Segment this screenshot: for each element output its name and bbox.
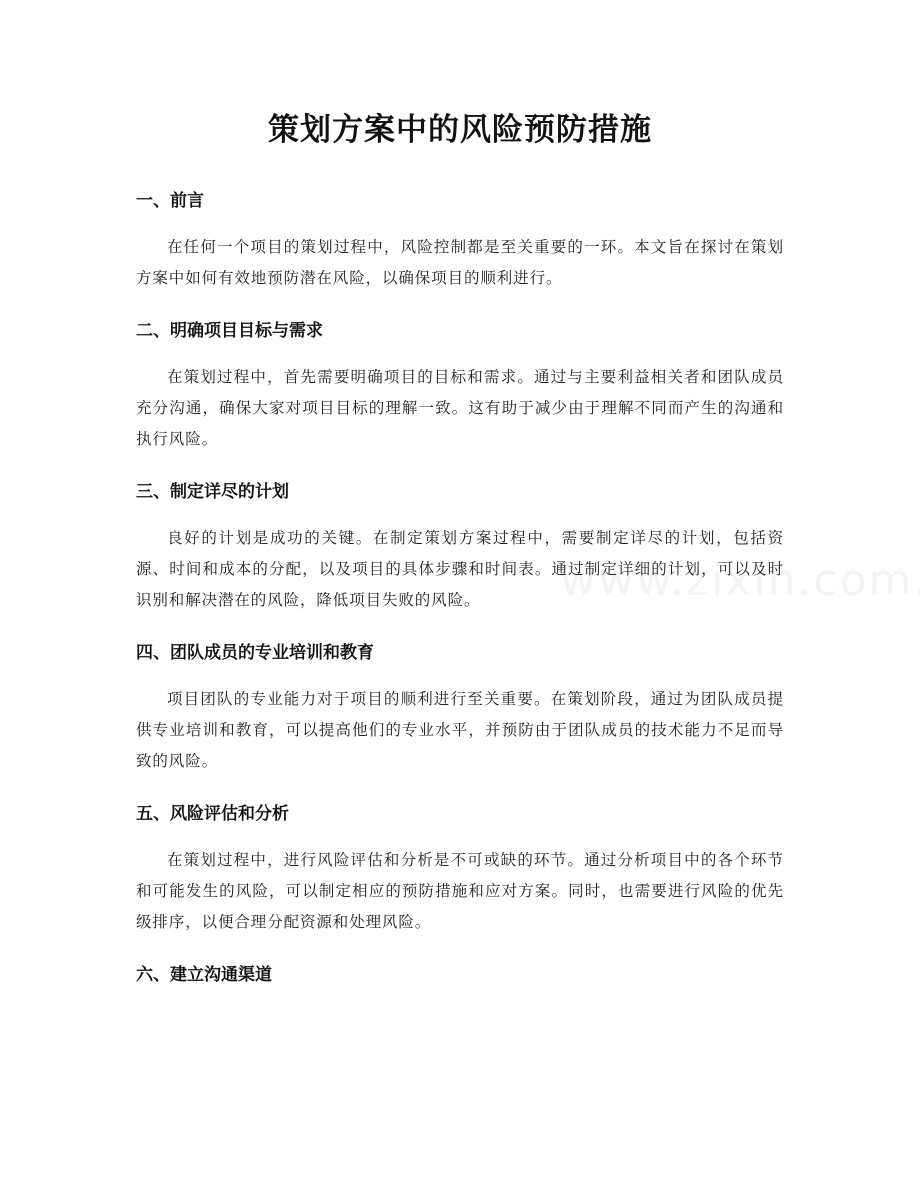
- section-goals: [136, 318, 784, 455]
- section-heading: 四、团队成员的专业培训和教育: [136, 643, 374, 663]
- section-paragraph: 在策划过程中，首先需要明确项目的目标和需求。通过与主要利益相关者和团队成员充分沟通，确保大家对项目目标的理解一致。这有助于减少由于理解不同而产生的沟通和执行风险。: [136, 368, 784, 448]
- section-heading: 三、制定详尽的计划: [136, 482, 289, 502]
- section-heading: 一、前言: [136, 191, 204, 211]
- section-heading: 六、建立沟通渠道: [136, 965, 272, 985]
- section-paragraph: 在任何一个项目的策划过程中，风险控制都是至关重要的一环。本文旨在探讨在策划方案中如何有效地预防潜在风险，以确保项目的顺利进行。: [136, 238, 784, 287]
- section-plan: [136, 479, 784, 616]
- section-preface: [136, 188, 784, 294]
- section-training: [136, 640, 784, 777]
- section-risk-assessment: [136, 801, 784, 938]
- section-paragraph: 在策划过程中，进行风险评估和分析是不可或缺的环节。通过分析项目中的各个环节和可能发生的风险，可以制定相应的预防措施和应对方案。同时，也需要进行风险的优先级排序，以便合理分配资源和处理风险。: [136, 851, 784, 931]
- page-title: 策划方案中的风险预防措施: [268, 112, 652, 148]
- section-paragraph: 良好的计划是成功的关键。在制定策划方案过程中，需要制定详尽的计划，包括资源、时间和成本的分配，以及项目的具体步骤和时间表。通过制定详细的计划，可以及时识别和解决潜在的风险，降低项目失败的风险。: [136, 529, 784, 609]
- section-communication: [136, 962, 784, 988]
- section-heading: 二、明确项目目标与需求: [136, 321, 323, 341]
- section-heading: 五、风险评估和分析: [136, 804, 289, 824]
- document-sections: [136, 188, 784, 988]
- section-paragraph: 项目团队的专业能力对于项目的顺利进行至关重要。在策划阶段，通过为团队成员提供专业培训和教育，可以提高他们的专业水平，并预防由于团队成员的技术能力不足而导致的风险。: [136, 690, 784, 770]
